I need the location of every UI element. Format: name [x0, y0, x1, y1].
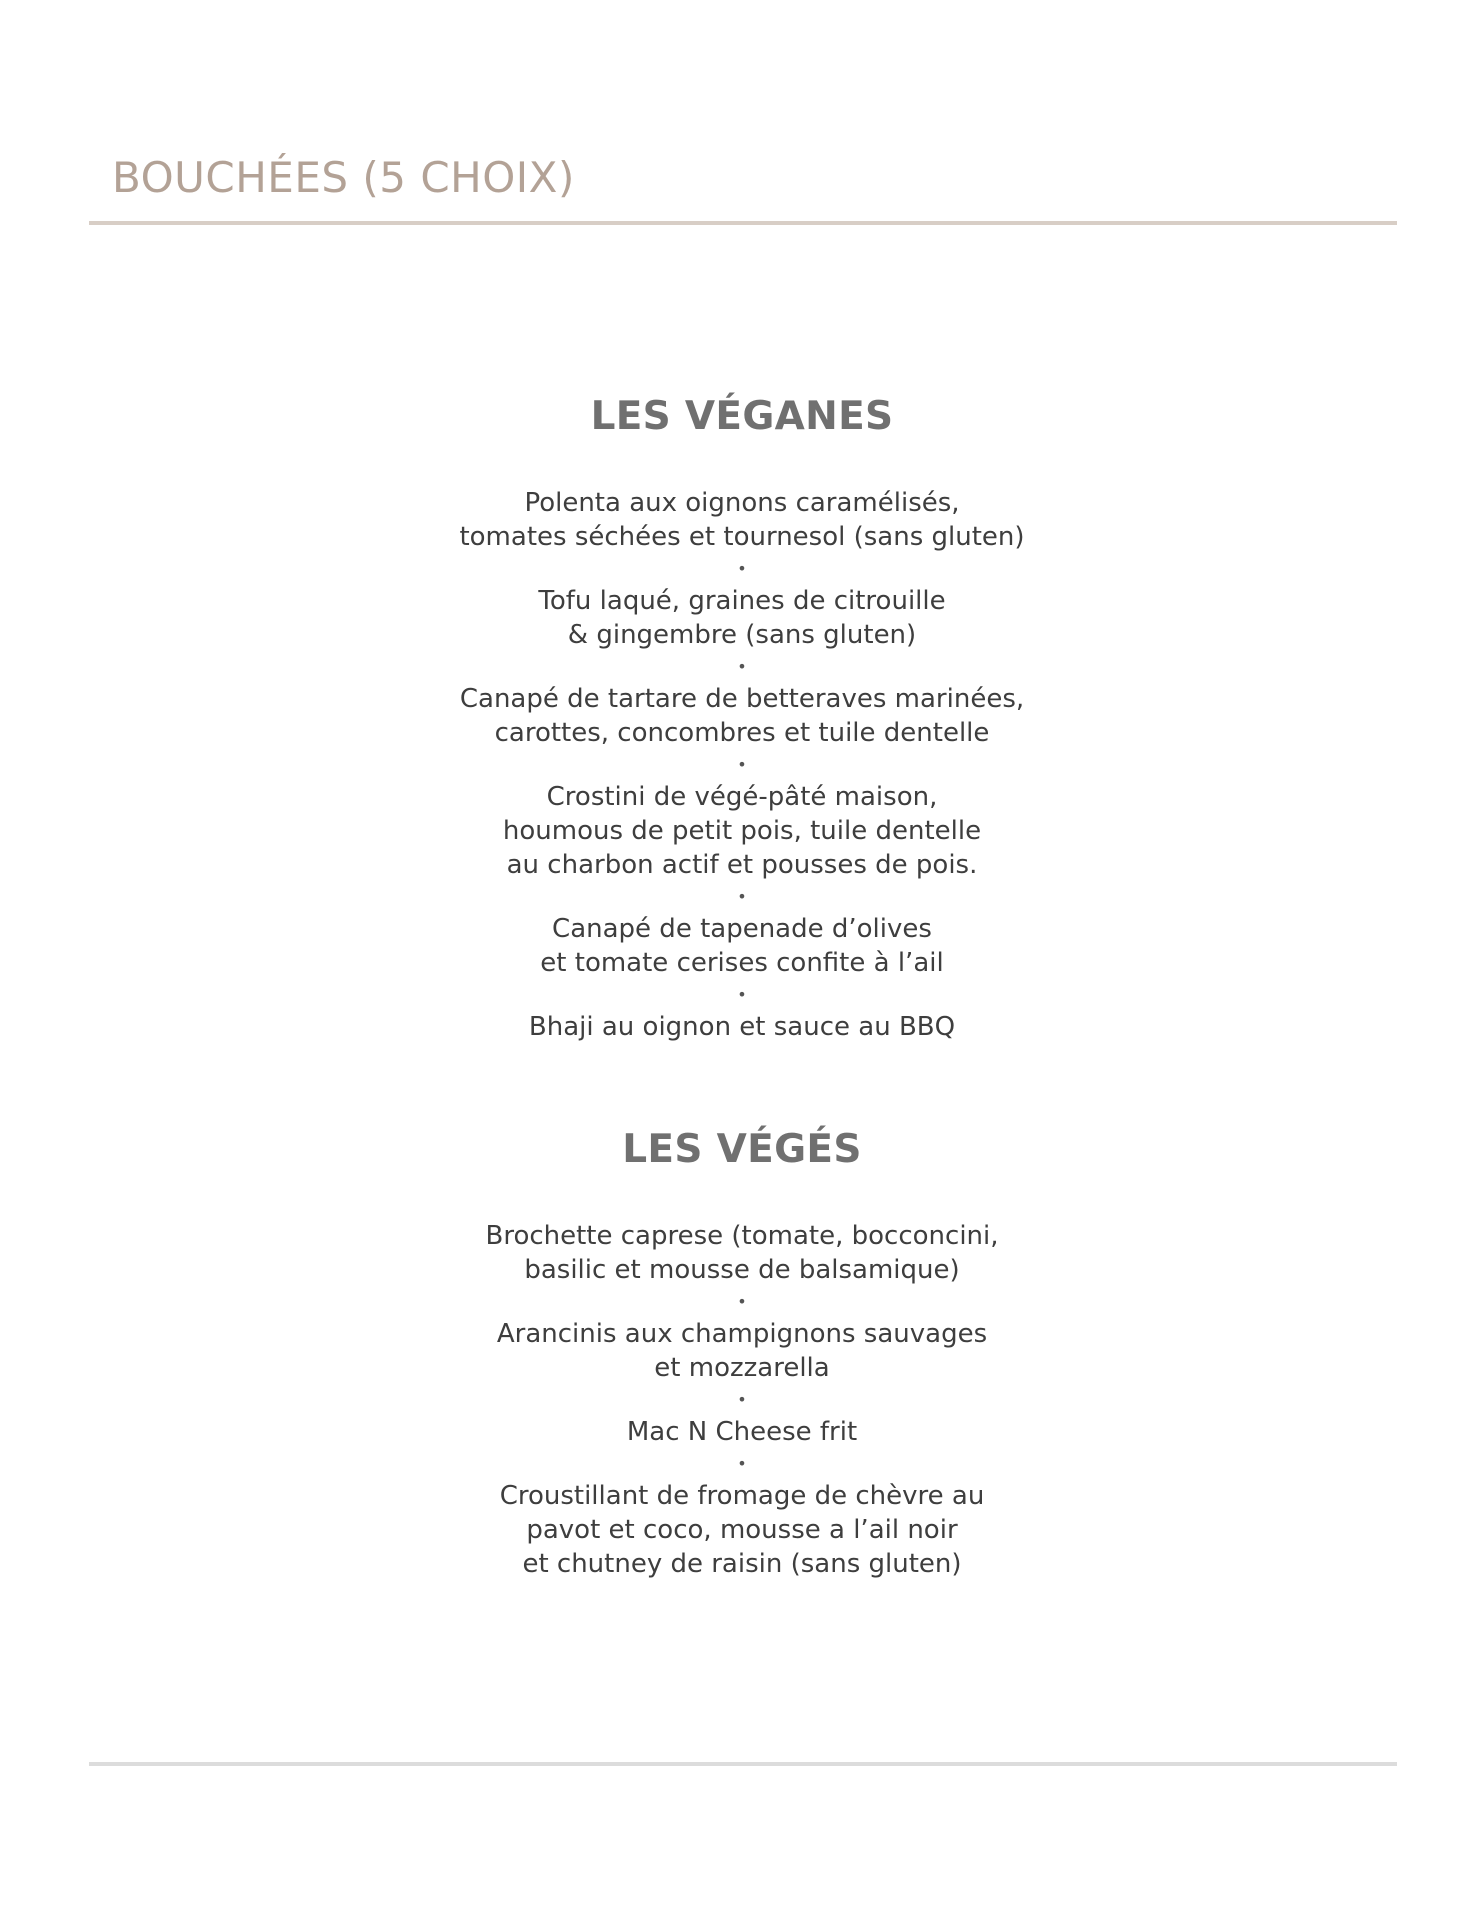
- bullet-separator: •: [737, 1454, 747, 1473]
- menu-item: Brochette caprese (tomate, bocconcini, basilic et mousse de balsamique): [485, 1221, 999, 1285]
- bullet-separator: •: [737, 755, 747, 774]
- menu-item: Polenta aux oignons caramélisés, tomates séchées et tournesol (sans gluten): [459, 488, 1025, 552]
- menu-item: Arancinis aux champignons sauvages et mozzarella: [496, 1319, 988, 1383]
- menu-item: Croustillant de fromage de chèvre au pavot et coco, mousse a l’ail noir et chutney de raisin (sans gluten): [499, 1481, 985, 1579]
- bullet-separator: •: [737, 559, 747, 578]
- menu-item: Tofu laqué, graines de citrouille & gingembre (sans gluten): [538, 586, 946, 650]
- section-heading-vegetarian: LES VÉGÉS: [622, 1127, 862, 1172]
- menu-item: Bhaji au oignon et sauce au BBQ: [528, 1012, 956, 1042]
- header-divider: [89, 221, 1397, 225]
- bullet-separator: •: [737, 887, 747, 906]
- bullet-separator: •: [737, 1390, 747, 1409]
- page-title: BOUCHÉES (5 CHOIX): [112, 153, 575, 202]
- section-heading-vegan: LES VÉGANES: [590, 394, 894, 439]
- footer-divider: [89, 1762, 1397, 1766]
- section-vegetarian: [0, 1125, 1484, 1581]
- menu-item: Canapé de tapenade d’olives et tomate cerises confite à l’ail: [540, 914, 944, 978]
- bullet-separator: •: [737, 1292, 747, 1311]
- section-vegan: [0, 392, 1484, 1044]
- menu-item: Canapé de tartare de betteraves marinées, carottes, concombres et tuile dentelle: [459, 684, 1025, 748]
- menu-item: Mac N Cheese frit: [626, 1417, 858, 1447]
- bullet-separator: •: [737, 657, 747, 676]
- menu-item: Crostini de végé-pâté maison, houmous de petit pois, tuile dentelle au charbon actif et pousses de pois.: [502, 782, 982, 880]
- bullet-separator: •: [737, 985, 747, 1004]
